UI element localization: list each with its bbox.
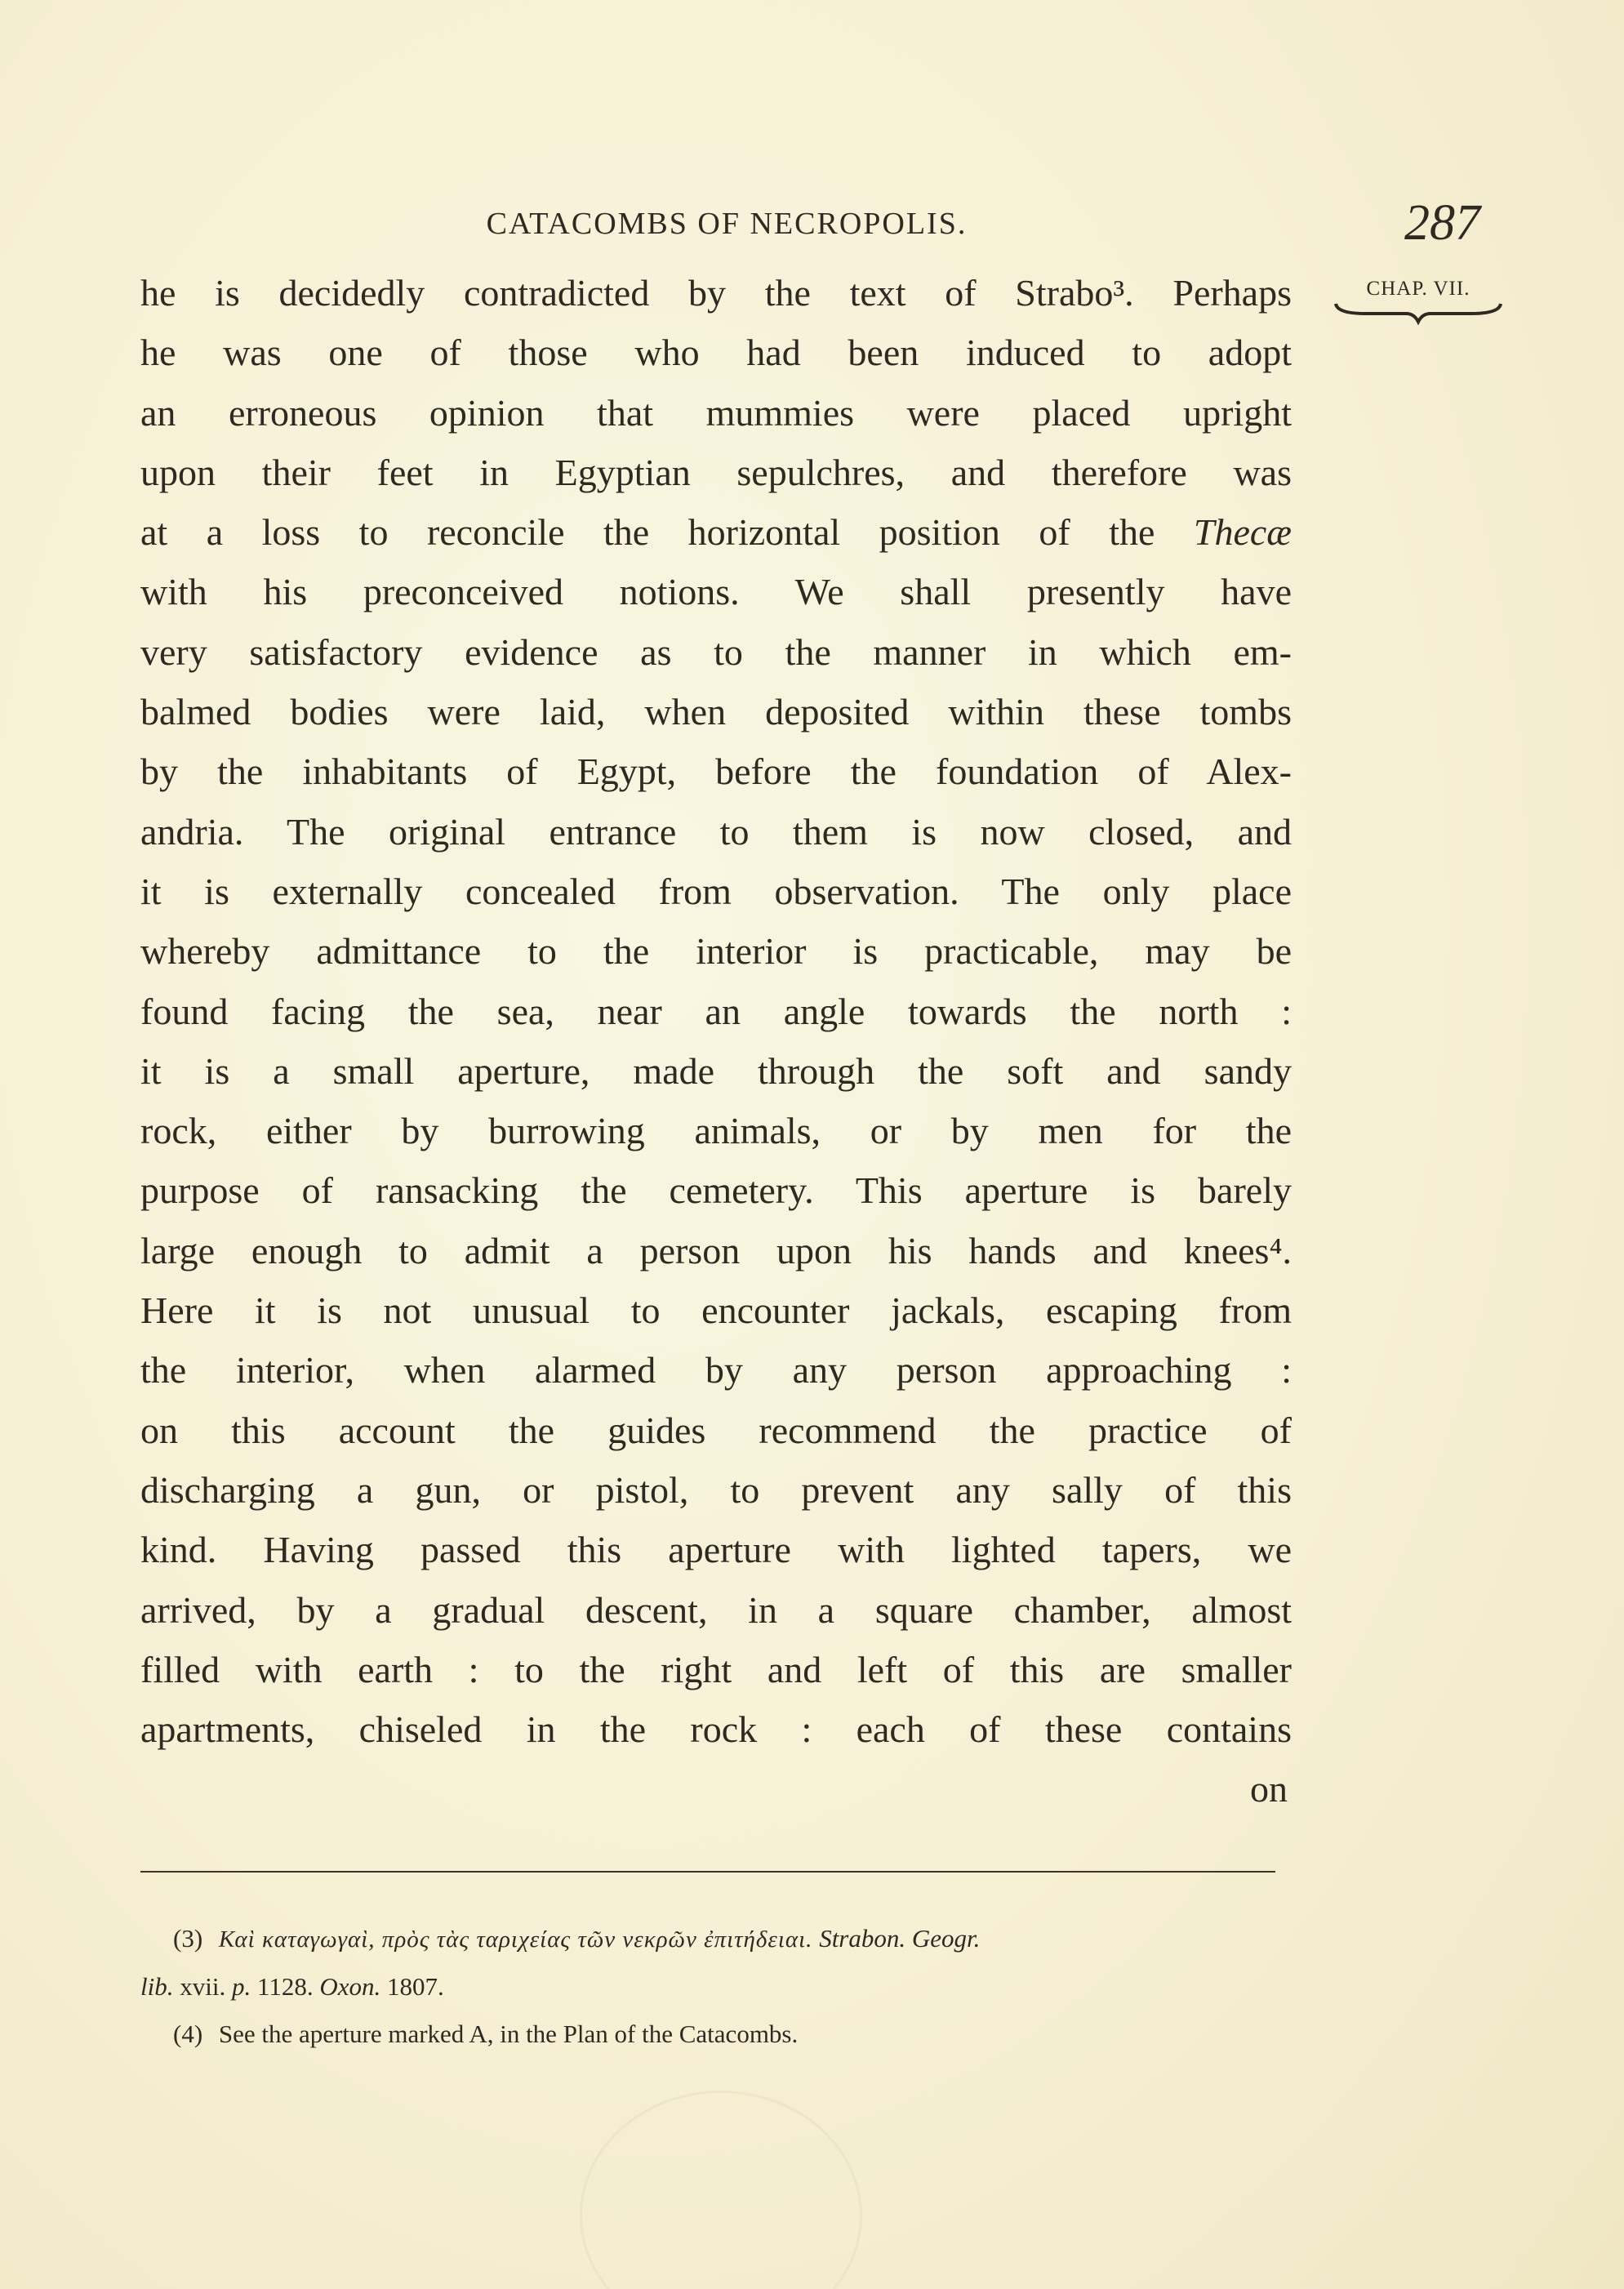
curly-brace-icon: [1333, 301, 1504, 325]
text-line: apartments, chiseled in the rock : each of these contains: [140, 1708, 1292, 1751]
text-line: an erroneous opinion that mummies were placed upright: [140, 391, 1292, 434]
chapter-label: CHAP. VII.: [1366, 278, 1470, 300]
text-line-part: at a loss to reconcile the horizontal position of the: [140, 511, 1155, 554]
text-line: large enough to admit a person upon his hands and knees⁴.: [140, 1229, 1292, 1271]
chapter-side-note: [1333, 278, 1504, 325]
footnote-number: (3): [173, 1924, 203, 1953]
footnotes: [140, 1915, 1292, 2058]
text-line: rock, either by burrowing animals, or by men for the: [140, 1110, 1292, 1152]
footnote-greek-quote: Καὶ καταγωγαὶ, πρὸς τὰς ταριχείας τῶν νεκρῶν ἐπιτήδειαι.: [218, 1926, 813, 1953]
footnote-lib: lib.: [140, 1972, 174, 2001]
text-line: balmed bodies were laid, when deposited within these tombs: [140, 691, 1292, 733]
running-head-title: CATACOMBS OF NECROPOLIS.: [486, 207, 968, 241]
footnote-4: [140, 2011, 1292, 2058]
page-number: 287: [1404, 195, 1480, 251]
footnote-page: 1128.: [251, 1972, 320, 2001]
text-line: discharging a gun, or pistol, to prevent any sally of this: [140, 1468, 1292, 1511]
text-line: with his preconceived notions. We shall presently have: [140, 571, 1292, 613]
footnote-source: Strabon. Geogr.: [819, 1924, 981, 1953]
text-line: andria. The original entrance to them is now closed, and: [140, 810, 1292, 853]
text-line: very satisfactory evidence as to the manner in which em-: [140, 630, 1292, 673]
text-line: kind. Having passed this aperture with lighted tapers, we: [140, 1529, 1292, 1571]
text-line: it is a small aperture, made through the soft and sandy: [140, 1049, 1292, 1092]
text-line: on this account the guides recommend the practice of: [140, 1409, 1292, 1451]
text-line-with-italic: [140, 502, 1292, 562]
footnote-rule: [140, 1871, 1275, 1873]
footnote-number: (4): [173, 2020, 203, 2048]
catchword: on: [1250, 1768, 1288, 1810]
text-line: whereby admittance to the interior is practicable, may be: [140, 930, 1292, 973]
text-line: upon their feet in Egyptian sepulchres, and therefore was: [140, 451, 1292, 493]
text-line: arrived, by a gradual descent, in a square chamber, almost: [140, 1588, 1292, 1631]
text-line: he is decidedly contradicted by the text of Strabo³. Perhaps: [140, 272, 1292, 314]
library-stamp: [580, 2091, 862, 2289]
text-line: purpose of ransacking the cemetery. This aperture is barely: [140, 1169, 1292, 1212]
text-line: the interior, when alarmed by any person approaching :: [140, 1349, 1292, 1392]
text-line: by the inhabitants of Egypt, before the foundation of Alex-: [140, 750, 1292, 793]
footnote-3-continued: [140, 1963, 1292, 2011]
footnote-p: p.: [231, 1972, 251, 2001]
footnote-3: [140, 1915, 1292, 1963]
text-line: filled with earth : to the right and left of this are smaller: [140, 1648, 1292, 1690]
text-line: it is externally concealed from observation. The only place: [140, 870, 1292, 912]
text-line: Here it is not unusual to encounter jackals, escaping from: [140, 1289, 1292, 1332]
footnote-book: xvii.: [173, 1972, 232, 2001]
running-head: [0, 194, 1624, 260]
text-line: found facing the sea, near an angle towards the north :: [140, 990, 1292, 1032]
text-line: he was one of those who had been induced to adopt: [140, 332, 1292, 374]
footnote-text: See the aperture marked A, in the Plan of the Catacombs.: [218, 2020, 799, 2048]
footnote-year: 1807.: [380, 1972, 444, 2001]
footnote-oxon: Oxon.: [319, 1972, 381, 2001]
body-text: [140, 263, 1292, 1819]
italic-word: Thecæ: [1193, 511, 1292, 554]
